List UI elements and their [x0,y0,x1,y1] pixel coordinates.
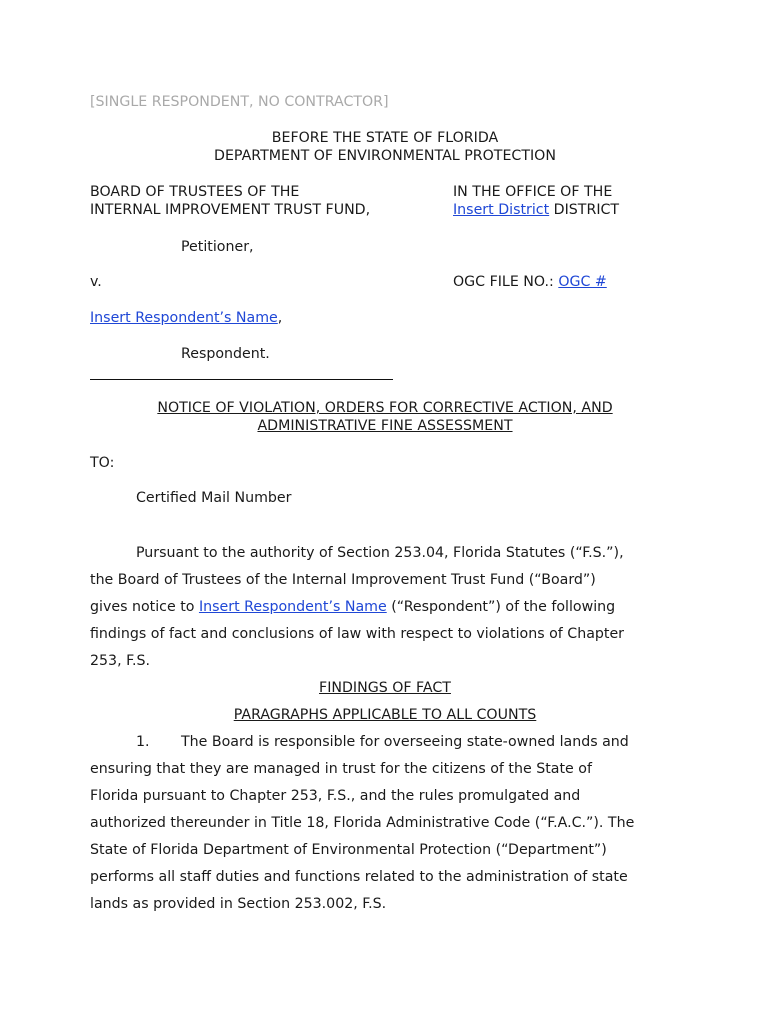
intro-line-3 [90,598,615,616]
paragraphs-heading: PARAGRAPHS APPLICABLE TO ALL COUNTS [233,707,537,723]
intro-line-2: the Board of Trustees of the Internal Improvement Trust Fund (“Board”) [90,572,596,588]
paragraph-1-line-3: Florida pursuant to Chapter 253, F.S., and the rules promulgated and [90,788,581,804]
respondent-name-field[interactable]: Insert Respondent’s Name [90,310,278,326]
certified-mail-label: Certified Mail Number [136,490,292,506]
paragraph-1-line-7: lands as provided in Section 253.002, F.S. [90,896,387,912]
respondent-name-line [90,309,282,327]
paragraph-1-line-5: State of Florida Department of Environmental Protection (“Department”) [90,842,607,858]
petitioner-name-line-1: BOARD OF TRUSTEES OF THE [90,184,300,200]
title-line-2: ADMINISTRATIVE FINE ASSESSMENT [257,418,513,434]
header-line-2: DEPARTMENT OF ENVIRONMENTAL PROTECTION [214,148,556,164]
intro-respondent-field[interactable]: Insert Respondent’s Name [198,599,387,615]
paragraph-1-line-1: The Board is responsible for overseeing state-owned lands and [181,734,629,750]
respondent-comma: , [277,310,283,326]
paragraph-1-line-6: performs all staff duties and functions related to the administration of state [90,869,628,885]
paragraph-1-number: 1. [136,734,150,750]
title-line-1: NOTICE OF VIOLATION, ORDERS FOR CORRECTIVE ACTION, AND [157,400,613,416]
intro-line-4: findings of fact and conclusions of law with respect to violations of Chapter [90,626,625,642]
paragraph-1-line-4: authorized thereunder in Title 18, Florida Administrative Code (“F.A.C.”). The [90,815,635,831]
respondent-label: Respondent. [181,346,270,362]
to-label: TO: [90,455,115,471]
paragraph-1-line-2: ensuring that they are managed in trust for the citizens of the State of [90,761,592,777]
district-suffix: DISTRICT [549,202,620,218]
intro-line-1: Pursuant to the authority of Section 253.04, Florida Statutes (“F.S.”), [136,545,624,561]
ogc-file-line [453,273,607,291]
ogc-label: OGC FILE NO.: [453,274,559,290]
intro-line-5: 253, F.S. [90,653,151,669]
office-line-2 [453,201,619,219]
header-line-1: BEFORE THE STATE OF FLORIDA [271,130,499,146]
intro-line-3-suffix: (“Respondent”) of the following [386,599,616,615]
caption-divider [90,379,393,380]
district-field[interactable]: Insert District [453,202,550,218]
template-note: [SINGLE RESPONDENT, NO CONTRACTOR] [90,94,389,110]
versus-label: v. [90,274,102,290]
petitioner-name-line-2: INTERNAL IMPROVEMENT TRUST FUND, [90,202,371,218]
ogc-field[interactable]: OGC # [558,274,607,290]
intro-line-3-prefix: gives notice to [90,599,199,615]
findings-heading: FINDINGS OF FACT [319,680,451,696]
office-line-1: IN THE OFFICE OF THE [453,184,613,200]
petitioner-label: Petitioner, [181,239,254,255]
